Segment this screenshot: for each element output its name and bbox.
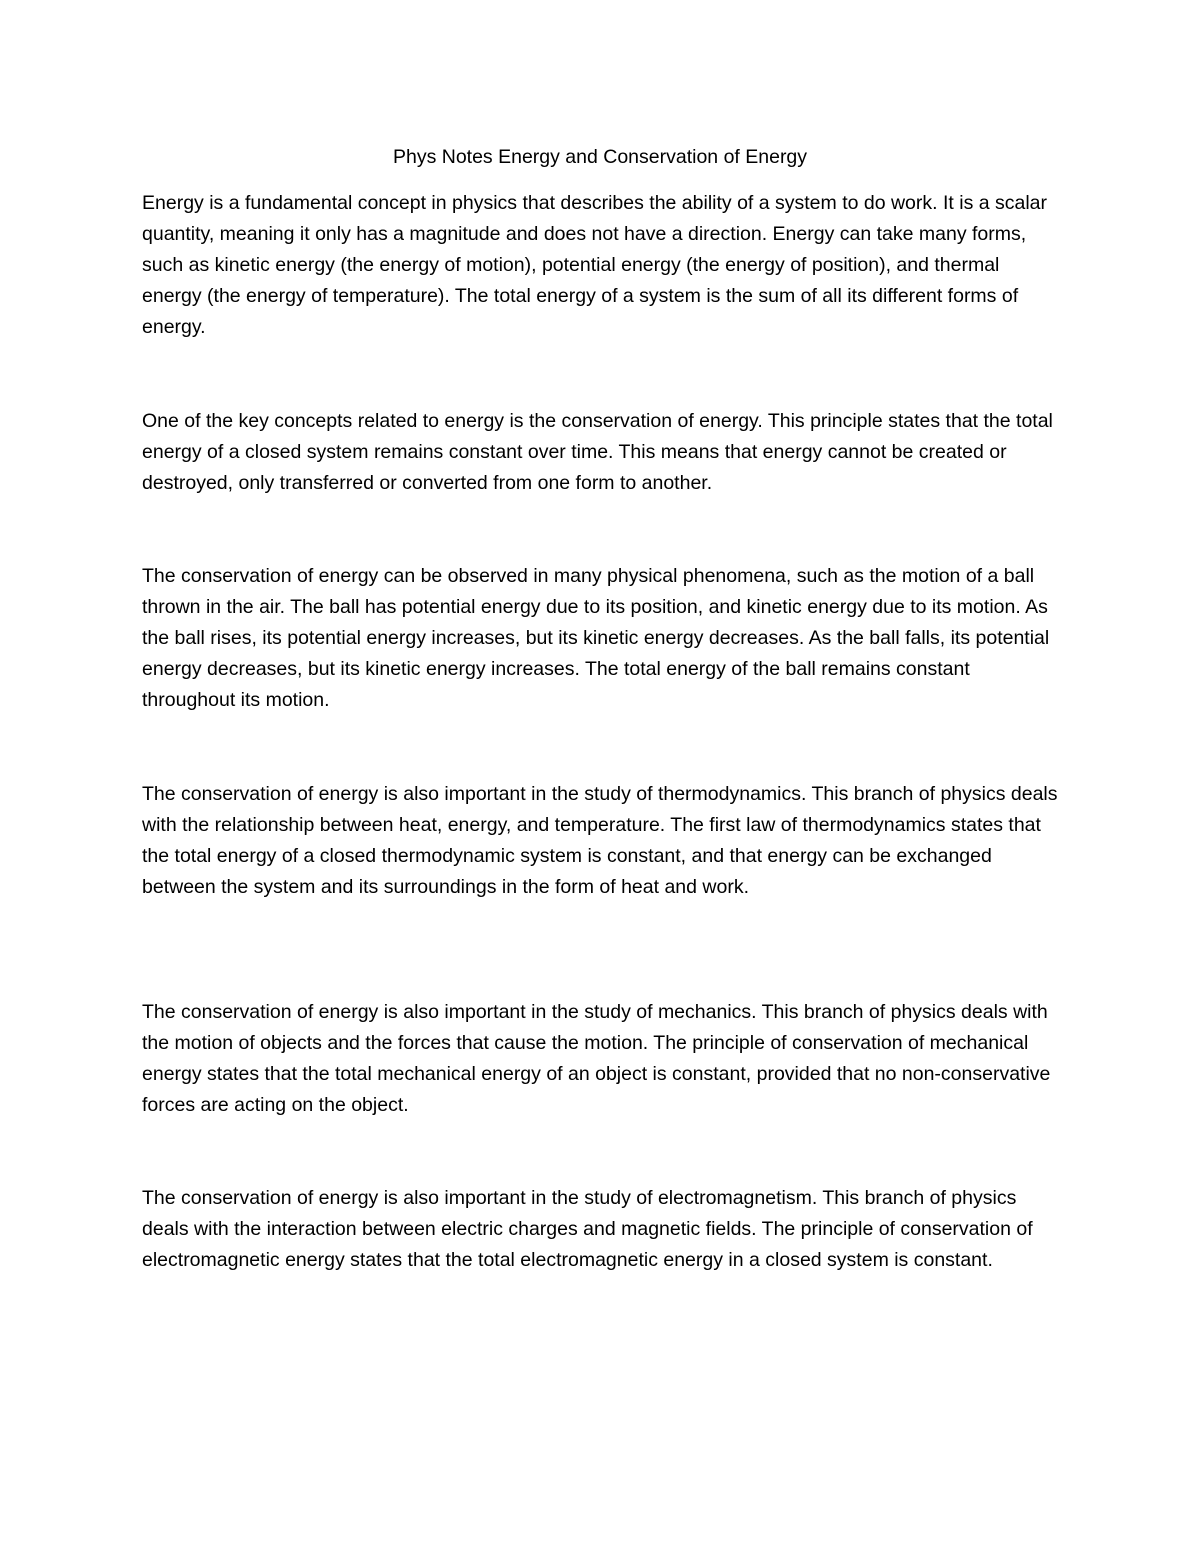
paragraph-conservation-principle: One of the key concepts related to energy is the conservation of energy. This principle states that the total energy of a closed system remains constant over time. This means that energy cannot be created or destroyed, only transferred or converted from one form to another. bbox=[142, 410, 1053, 494]
paragraph-thermodynamics: The conservation of energy is also important in the study of thermodynamics. This branch of physics deals with the relationship between heat, energy, and temperature. The first law of thermodynamics states that the total energy of a closed thermodynamic system is constant, and that energy can be exchanged between the system and its surroundings in the form of heat and work. bbox=[142, 783, 1058, 898]
paragraph-mechanics: The conservation of energy is also important in the study of mechanics. This branch of physics deals with the motion of objects and the forces that cause the motion. The principle of conservation of mechanical energy states that the total mechanical energy of an object is constant, provided that no non-conservative forces are acting on the object. bbox=[142, 1001, 1051, 1116]
paragraph-electromagnetism: The conservation of energy is also important in the study of electromagnetism. This branch of physics deals with the interaction between electric charges and magnetic fields. The principle of conservation of electromagnetic energy states that the total electromagnetic energy in a closed system is constant. bbox=[142, 1187, 1033, 1271]
document-title: Phys Notes Energy and Conservation of Energy bbox=[392, 146, 808, 168]
paragraph-ball-example: The conservation of energy can be observed in many physical phenomena, such as the motion of a ball thrown in the air. The ball has potential energy due to its position, and kinetic energy due to its motion. As the ball rises, its potential energy increases, but its kinetic energy decreases. As the ball falls, its potential energy decreases, but its kinetic energy increases. The total energy of the ball remains constant throughout its motion. bbox=[142, 565, 1050, 711]
paragraph-energy-definition: Energy is a fundamental concept in physics that describes the ability of a system to do work. It is a scalar quantity, meaning it only has a magnitude and does not have a direction. Energy can take many forms, such as kinetic energy (the energy of motion), potential energy (the energy of position), and thermal energy (the energy of temperature). The total energy of a system is the sum of all its different forms of energy. bbox=[142, 192, 1048, 338]
